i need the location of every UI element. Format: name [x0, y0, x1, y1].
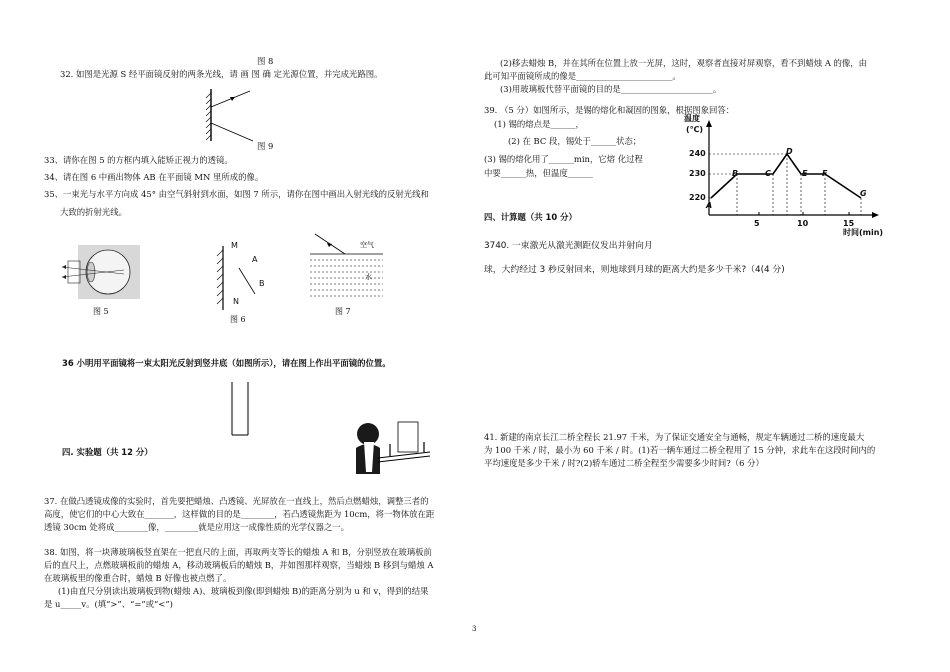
graph-x-tick-15: 15	[843, 219, 855, 228]
vertical-shaft-diagram	[225, 380, 255, 440]
glass-plate-experiment-diagram	[350, 412, 435, 477]
question-35-line-2: 大致的折射光线。	[60, 207, 127, 217]
figure-6-label-A: A	[252, 255, 258, 264]
graph-x-tick-5: 5	[754, 219, 760, 228]
figure-8-caption: 图 8	[257, 56, 274, 66]
graph-y-tick-230: 230	[689, 169, 706, 178]
page-number: 3	[472, 625, 477, 633]
graph-y-tick-240: 240	[689, 149, 706, 158]
question-41-line-3: 平均速度是多少千米 / 时?(2)轿车通过二桥全程至少需要多少时间?（6 分）	[484, 458, 764, 468]
figure-7-water-label: 水	[365, 273, 372, 281]
graph-point-E: E	[802, 169, 808, 178]
question-38-line-8: (3)用玻璃板代替平面镜的目的是______________________。	[500, 84, 722, 94]
question-38-line-4: (1)由直尺分别读出玻璃板到物(蜡烛 A)、玻璃板到像(即到蜡烛 B)的距离分别为 u 和 v，得到的结果	[58, 586, 429, 596]
question-39-part-3a: (3) 锡的熔化用了______min，它熔 化过程	[484, 154, 643, 164]
question-40-line-2: 球，大约经过 3 秒反射回来，则地球到月球的距离大约是多少千米?（4(4 分)	[484, 265, 785, 275]
graph-point-B: B	[732, 169, 739, 178]
figure-9-mirror-diagram	[195, 85, 265, 145]
figure-6-label-B: B	[259, 279, 265, 288]
section-4-experiments-heading: 四. 实验题（共 12 分）	[62, 447, 153, 457]
graph-x-tick-10: 10	[797, 219, 809, 228]
question-32: 32. 如图是光源 S 经平面镜反射的两条光线，请 画 图 确 定光源位置，并完成光路图。	[60, 69, 383, 79]
question-39-part-3b: 中要______热，但温度______	[484, 168, 593, 178]
question-37-line-2: 高度，使它们的中心大致在_______，这样做的目的是________，若凸透镜焦距为 10cm，将一物体放在距	[44, 509, 435, 519]
graph-y-tick-220: 220	[689, 193, 706, 202]
graph-point-G: G	[860, 189, 867, 198]
question-40-line-1: 3740. 一束激光从激光测距仪发出并射向月	[484, 241, 653, 251]
graph-point-F: F	[822, 169, 828, 178]
graph-point-C: C	[765, 169, 771, 178]
question-34: 34、请在图 6 中画出物体 AB 在平面镜 MN 里所成的像。	[44, 172, 264, 182]
question-36: 36 小明用平面镜将一束太阳光反射到竖井底（如图所示），请在图上作出平面镜的位置。	[62, 358, 391, 368]
figure-6-label-M: M	[231, 241, 238, 250]
section-4-calculation-heading: 四、计算题（共 10 分）	[484, 212, 577, 222]
question-38-line-7: 此可知平面镜所成的像是_______________________。	[484, 71, 681, 81]
figure-5-eye-diagram	[60, 243, 142, 301]
figure-9-caption: 图 9	[257, 141, 274, 151]
graph-y-unit: (℃)	[686, 125, 703, 134]
question-38-line-2: 后的直尺上，点燃玻璃板前的蜡烛 A，移动玻璃板后的蜡烛 B，并如图那样观察，当蜡烛 B 移到与蜡烛 A	[44, 560, 434, 570]
figure-7-air-label: 空气	[360, 241, 374, 249]
graph-x-label: 时间(min)	[843, 228, 884, 237]
question-38-line-6: (2)移去蜡烛 B，并在其所在位置上放一光屏，这时，观察者直接对屏观察，看不到蜡烛 A 的像，由	[500, 58, 868, 68]
graph-y-label: 温度	[684, 114, 700, 123]
question-38-line-1: 38. 如图，将一块薄玻璃板竖直架在一把直尺的上面，再取两支等长的蜡烛 A 和 B，分别竖放在玻璃板前	[44, 547, 432, 557]
question-37-line-1: 37. 在做凸透镜成像的实验时，首先要把蜡烛、凸透镜、光屏放在一直线上，然后点燃蜡烛，调整三者的	[44, 496, 429, 506]
figure-7-water-diagram	[305, 230, 387, 300]
question-33: 33、请你在图 5 的方框内填入能矫正视力的透镜。	[44, 155, 233, 165]
graph-point-A: A	[706, 201, 713, 210]
question-41-line-2: 为 100 千米 / 时，最小为 60 千米 / 时。(1)若一辆车通过二桥全程用了 15 分钟，求此车在这段时间内的	[484, 445, 876, 455]
question-39-part-1: (1) 锡的熔点是______，	[494, 119, 584, 129]
question-38-line-3: 在玻璃板里的像重合时，蜡烛 B 好像也被点燃了。	[44, 573, 232, 583]
question-38-line-5: 是 u_____v。(填“>”、“=”或“<”)	[44, 599, 173, 609]
figure-7-caption: 图 7	[335, 307, 351, 316]
graph-point-D: D	[786, 147, 793, 156]
figure-6-mirror-diagram	[205, 240, 275, 315]
question-39-part-2: (2) 在 BC 段，锡处于______状态；	[508, 136, 642, 146]
figure-5-caption: 图 5	[93, 307, 109, 316]
question-35-line-1: 35、一束光与水平方向成 45° 由空气斜射到水面，如图 7 所示，请你在图中画出入射光线的反射光线和	[44, 189, 429, 199]
figure-6-label-N: N	[233, 297, 239, 306]
figure-6-caption: 图 6	[230, 315, 246, 324]
question-37-line-3: 透镜 30cm 处将成________像，________就是应用这一成像性质的光学仪器之一。	[44, 522, 349, 532]
question-41-line-1: 41. 新建的南京长江二桥全程长 21.97 千米，为了保证交通安全与通畅，规定车辆通过二桥的速度最大	[484, 432, 865, 442]
question-39: 39. （5 分）如图所示，是锡的熔化和凝固的图象，根据图象回答：	[484, 105, 735, 115]
